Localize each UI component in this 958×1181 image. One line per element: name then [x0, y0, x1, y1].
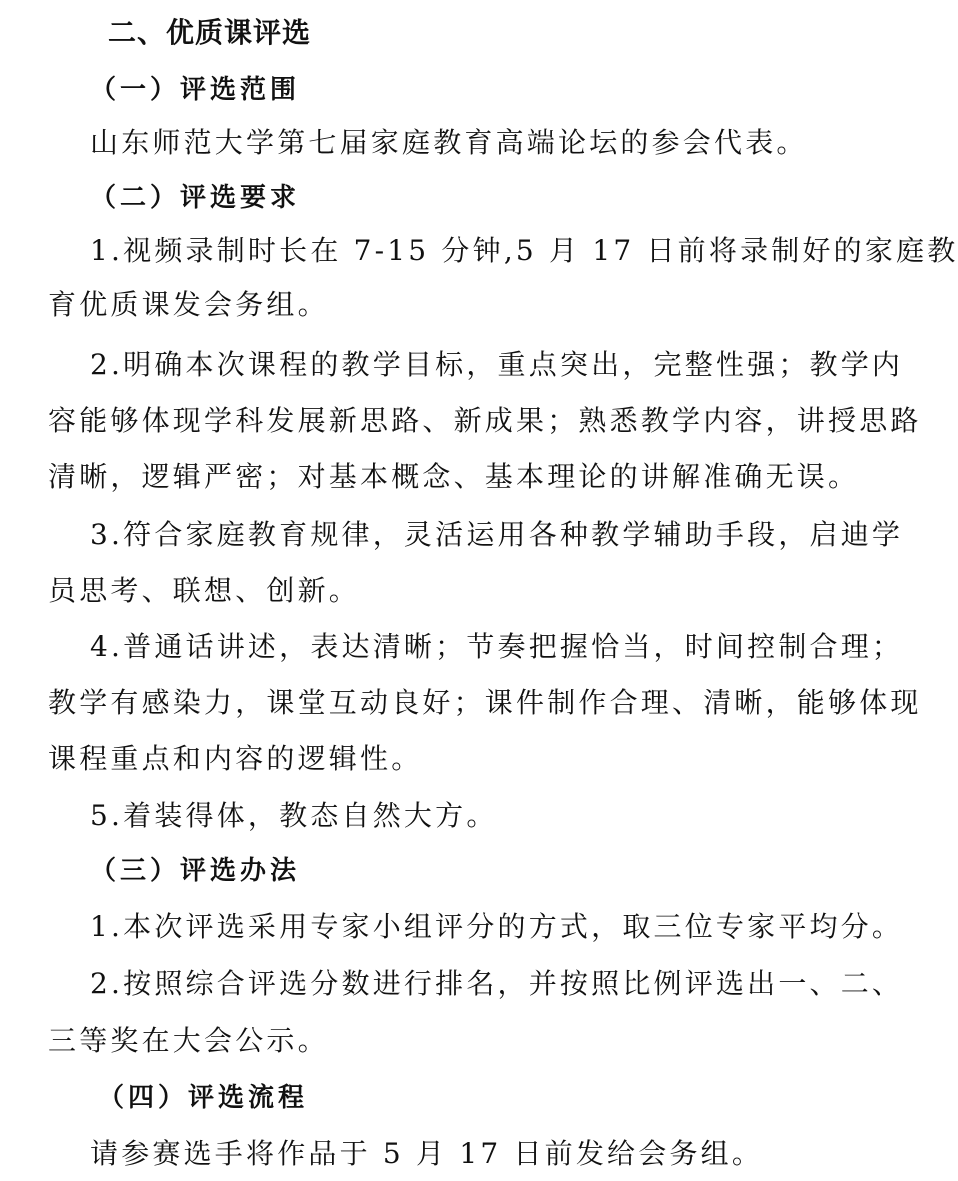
requirement-2-line-3: 清晰，逻辑严密；对基本概念、基本理论的讲解准确无误。: [48, 460, 860, 493]
method-2-line-1: 2.按照综合评选分数进行排名，并按照比例评选出一、二、: [90, 967, 904, 1000]
requirement-2-line-1: 2.明确本次课程的教学目标，重点突出，完整性强；教学内: [90, 348, 904, 381]
requirement-4-line-1: 4.普通话讲述，表达清晰；节奏把握恰当，时间控制合理；: [90, 630, 904, 663]
requirements-heading: （二）评选要求: [90, 183, 301, 213]
process-heading: （四）评选流程: [98, 1083, 309, 1113]
requirement-4-line-3: 课程重点和内容的逻辑性。: [48, 742, 423, 775]
requirement-1-line-2: 育优质课发会务组。: [48, 288, 329, 321]
scope-text: 山东师范大学第七届家庭教育高端论坛的参会代表。: [90, 126, 808, 159]
section-title: 二、优质课评选: [108, 16, 312, 49]
method-1: 1.本次评选采用专家小组评分的方式，取三位专家平均分。: [90, 910, 904, 943]
method-heading: （三）评选办法: [90, 856, 301, 886]
scope-heading: （一）评选范围: [90, 75, 301, 105]
requirement-5: 5.着装得体，教态自然大方。: [90, 799, 498, 832]
requirement-3-line-1: 3.符合家庭教育规律，灵活运用各种教学辅助手段，启迪学: [90, 518, 904, 551]
process-text: 请参赛选手将作品于 5 月 17 日前发给会务组。: [90, 1137, 764, 1170]
requirement-2-line-2: 容能够体现学科发展新思路、新成果；熟悉教学内容，讲授思路: [48, 404, 922, 437]
requirement-3-line-2: 员思考、联想、创新。: [48, 574, 361, 607]
method-2-line-2: 三等奖在大会公示。: [48, 1024, 329, 1057]
requirement-1-line-1: 1.视频录制时长在 7-15 分钟,5 月 17 日前将录制好的家庭教: [90, 234, 958, 267]
requirement-4-line-2: 教学有感染力，课堂互动良好；课件制作合理、清晰，能够体现: [48, 686, 922, 719]
